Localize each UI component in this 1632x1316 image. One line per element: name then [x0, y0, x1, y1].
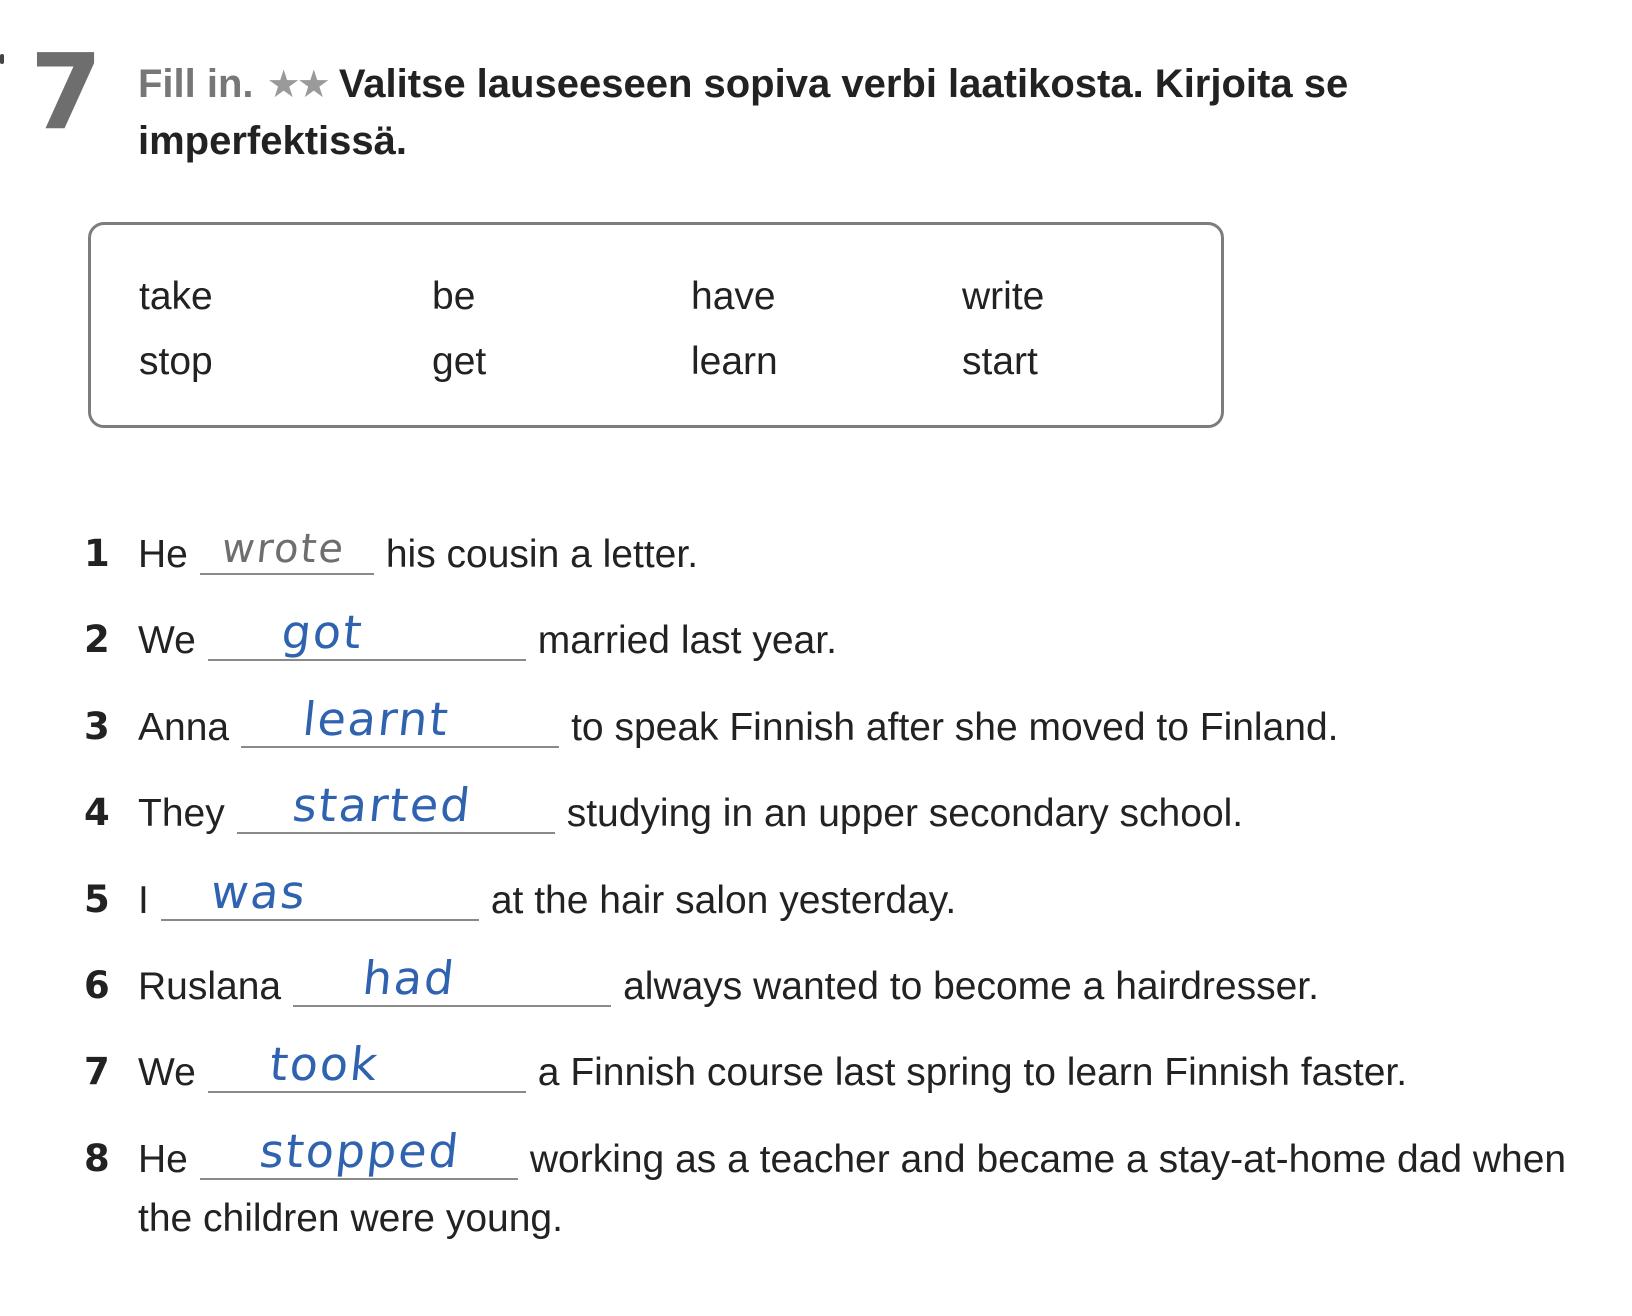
word-have: have [691, 275, 776, 318]
word-box [88, 222, 1224, 428]
page-edge-mark [0, 54, 4, 64]
answer-blank[interactable] [241, 692, 559, 748]
sentence-rest: a Finnish course last spring to learn Finnish faster. [537, 1051, 1408, 1094]
answer-blank[interactable] [208, 1037, 526, 1093]
handwritten-answer: was [208, 865, 310, 919]
handwritten-answer: wrote [219, 526, 348, 572]
sentence-number: 1 [84, 532, 110, 575]
fill-in-label: Fill in. [138, 62, 254, 106]
answer-blank[interactable] [237, 778, 555, 834]
sentence-rest: at the hair salon yesterday. [490, 879, 957, 922]
sentence-number: 2 [84, 618, 110, 661]
sentence-number: 7 [84, 1050, 110, 1093]
sentence-subject: I [138, 879, 149, 922]
sentence-subject: He [138, 1138, 188, 1181]
sentence-rest: married last year. [537, 619, 837, 662]
sentence-number: 3 [84, 705, 110, 748]
handwritten-answer: had [360, 951, 459, 1005]
sentence-rest: to speak Finnish after she moved to Finland. [571, 706, 1339, 749]
sentence-rest: his cousin a letter. [385, 533, 699, 576]
instruction-text: Valitse lauseeseen sopiva verbi laatikosta. Kirjoita se imperfektissä. [138, 62, 1349, 163]
word-write: write [962, 275, 1045, 318]
difficulty-stars-icon: ★★ [266, 64, 327, 106]
sentence-subject: We [138, 619, 196, 662]
word-start: start [962, 340, 1038, 383]
handwritten-answer: learnt [300, 692, 453, 746]
sentence-subject: Anna [138, 706, 230, 749]
handwritten-answer: got [278, 605, 367, 659]
answer-blank[interactable] [208, 605, 526, 661]
sentence-rest: working as a teacher and became a stay-at-home dad when [529, 1138, 1567, 1181]
sentence-subject: We [138, 1051, 196, 1094]
sentence-number: 5 [84, 878, 110, 921]
answer-blank[interactable] [200, 1124, 518, 1180]
sentence-rest: studying in an upper secondary school. [566, 792, 1244, 835]
handwritten-answer: stopped [257, 1124, 463, 1178]
word-take: take [139, 275, 213, 318]
word-get: get [432, 340, 487, 383]
exercise-instruction [138, 56, 1438, 169]
word-stop: stop [139, 340, 213, 383]
sentence-8-continuation: the children were young. [138, 1197, 563, 1240]
word-learn: learn [691, 340, 778, 383]
word-be: be [432, 275, 476, 318]
handwritten-answer: started [289, 778, 475, 832]
answer-blank[interactable] [161, 865, 479, 921]
sentence-number: 6 [84, 964, 110, 1007]
sentence-rest: always wanted to become a hairdresser. [623, 965, 1319, 1008]
sentence-subject: He [138, 533, 188, 576]
sentence-number: 8 [84, 1137, 110, 1180]
answer-blank[interactable] [293, 951, 611, 1007]
handwritten-answer: took [266, 1037, 382, 1091]
sentence-subject: Ruslana [138, 965, 282, 1008]
sentence-subject: They [138, 792, 225, 835]
answer-blank[interactable] [200, 526, 374, 575]
sentence-number: 4 [84, 791, 110, 834]
exercise-number: 7 [30, 31, 103, 153]
